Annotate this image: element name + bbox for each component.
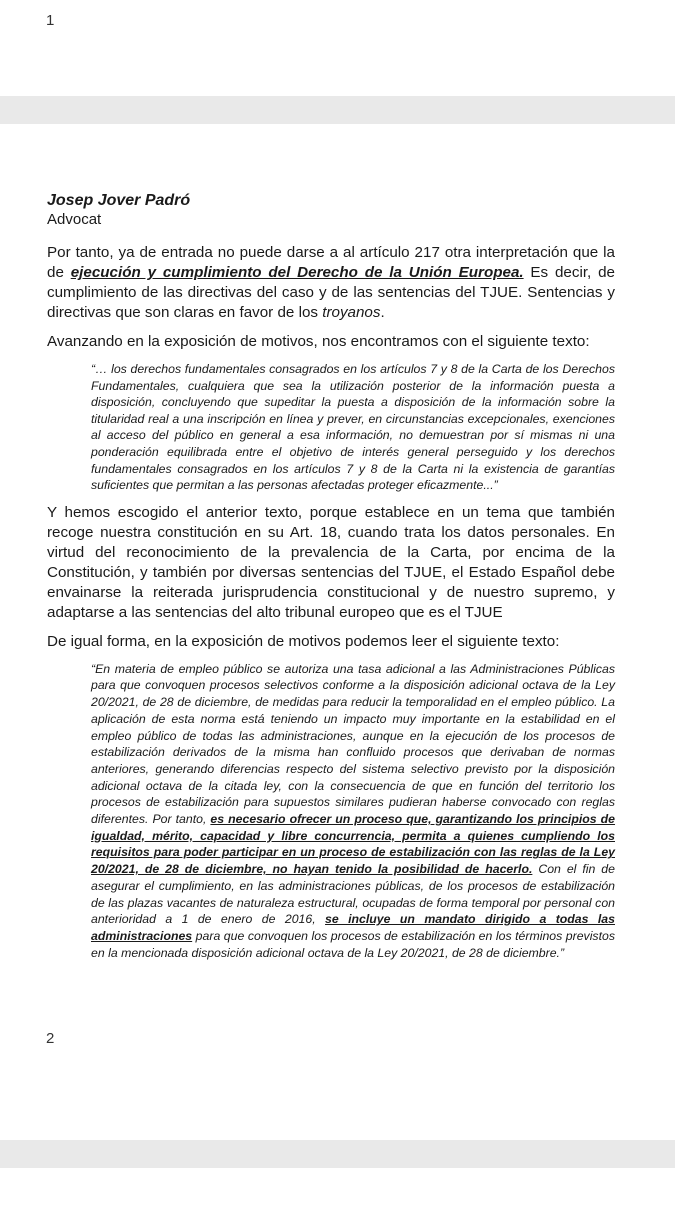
previous-page (0, 0, 675, 96)
paragraph-2: Avanzando en la exposición de motivos, nos encontramos con el siguiente texto: (47, 333, 590, 350)
current-page (0, 124, 675, 1140)
next-page (0, 1168, 675, 1208)
paragraph-1-text-a: Por tanto, ya de entrada no puede darse a al artículo 217 otra interpretación que la de (47, 244, 615, 281)
quote-2-text-a: “En materia de empleo público se autoriza una tasa adicional a las Administraciones Públicas para que convoquen procesos selectivos conforme a la disposición adicional octava de la Ley 20/2021, de 28 de diciembre, de medidas para reducir la temporalidad en el empleo público. La aplicación de esta norma está teniendo un impacto muy importante en la estabilidad en el empleo público de todas las administraciones, aunque en la ejecución de los procesos de estabilización derivados de la misma han confluido procesos que derivaban de normas anteriores, generando diferencias respecto del sistema selectivo previsto por la disposición adicional octava de la citada ley, con la consecuencia de que en función del territorio los procesos de estabilización para supuestos similares pudieran haberse convocado con reglas diferentes. Por tanto, (91, 661, 615, 827)
quote-2-text-c: para que convoquen los procesos de estabilización en los términos previstos en la mencionada disposición adicional octava de la Ley 20/2021, de 28 de diciembre.” (91, 929, 615, 960)
paragraph-1-italic: troyanos (322, 304, 381, 321)
quote-1: “… los derechos fundamentales consagrados en los artículos 7 y 8 de la Carta de los Derechos Fundamentales, cualquiera que sea la utilización posterior de la información puesta a disposición, concluyendo que supeditar la puesta a disposición de la información sobre la titularidad real a una inscripción en línea y prever, en circunstancias excepcionales, exenciones al acceso del público en general a esa información, no demuestran por sí mismas ni una ponderación equilibrada entre el objetivo de interés general perseguido y los derechos fundamentales consagrados en los artículos 7 y 8 de la Carta ni la existencia de garantías suficientes que permitan a las personas afectadas proteger eficazmente...” (91, 362, 615, 493)
paragraph-1-text-c: . (380, 304, 385, 321)
quote-2-emphasis-2: se incluye un mandato dirigido a todas las administraciones (91, 912, 615, 943)
quote-2-emphasis-1: es necesario ofrecer un proceso que, garantizando los principios de igualdad, mérito, capacidad y libre concurrencia, permita a quienes cumpliendo los requisitos para poder participar en un proceso de estabilización con las reglas de la Ley 20/2021, de 28 de diciembre, no hayan tenido la posibilidad de hacerlo. (91, 812, 616, 877)
paragraph-1-text-b: Es decir, de cumplimiento de las directivas del caso y de las sentencias del TJUE. Sentencias y directivas que son claras en favor de los (47, 264, 615, 321)
paragraph-3: Y hemos escogido el anterior texto, porque establece en un tema que también recoge nuestra constitución en su Art. 18, cuando trata los datos personales. En virtud del reconocimiento de la prevalencia de la Carta, por encima de la Constitución, y también por diversas sentencias del TJUE, el Estado Español debe envainarse la reiterada jurisprudencia constitucional y de nuestro supremo, y adaptarse a las sentencias del alto tribunal europeo que es el TJUE (47, 503, 615, 621)
paragraph-1-emphasis: ejecución y cumplimiento del Derecho de la Unión Europea. (70, 264, 524, 281)
paragraph-4: De igual forma, en la exposición de motivos podemos leer el siguiente texto: (47, 632, 560, 650)
author-name: Josep Jover Padró (47, 192, 191, 209)
page-number: 2 (46, 1030, 55, 1047)
author-role: Advocat (47, 211, 102, 228)
quote-2 (91, 661, 615, 962)
paragraph-1 (47, 243, 615, 323)
quote-2-text-b: Con el fin de asegurar el cumplimiento, en las administraciones públicas, de los procesos de estabilización de las plazas vacantes de naturaleza estructural, ocupadas de forma temporal por personal con anterioridad a 1 de enero de 2016, (91, 862, 615, 927)
page-number: 1 (46, 12, 55, 29)
page-content (47, 191, 615, 961)
